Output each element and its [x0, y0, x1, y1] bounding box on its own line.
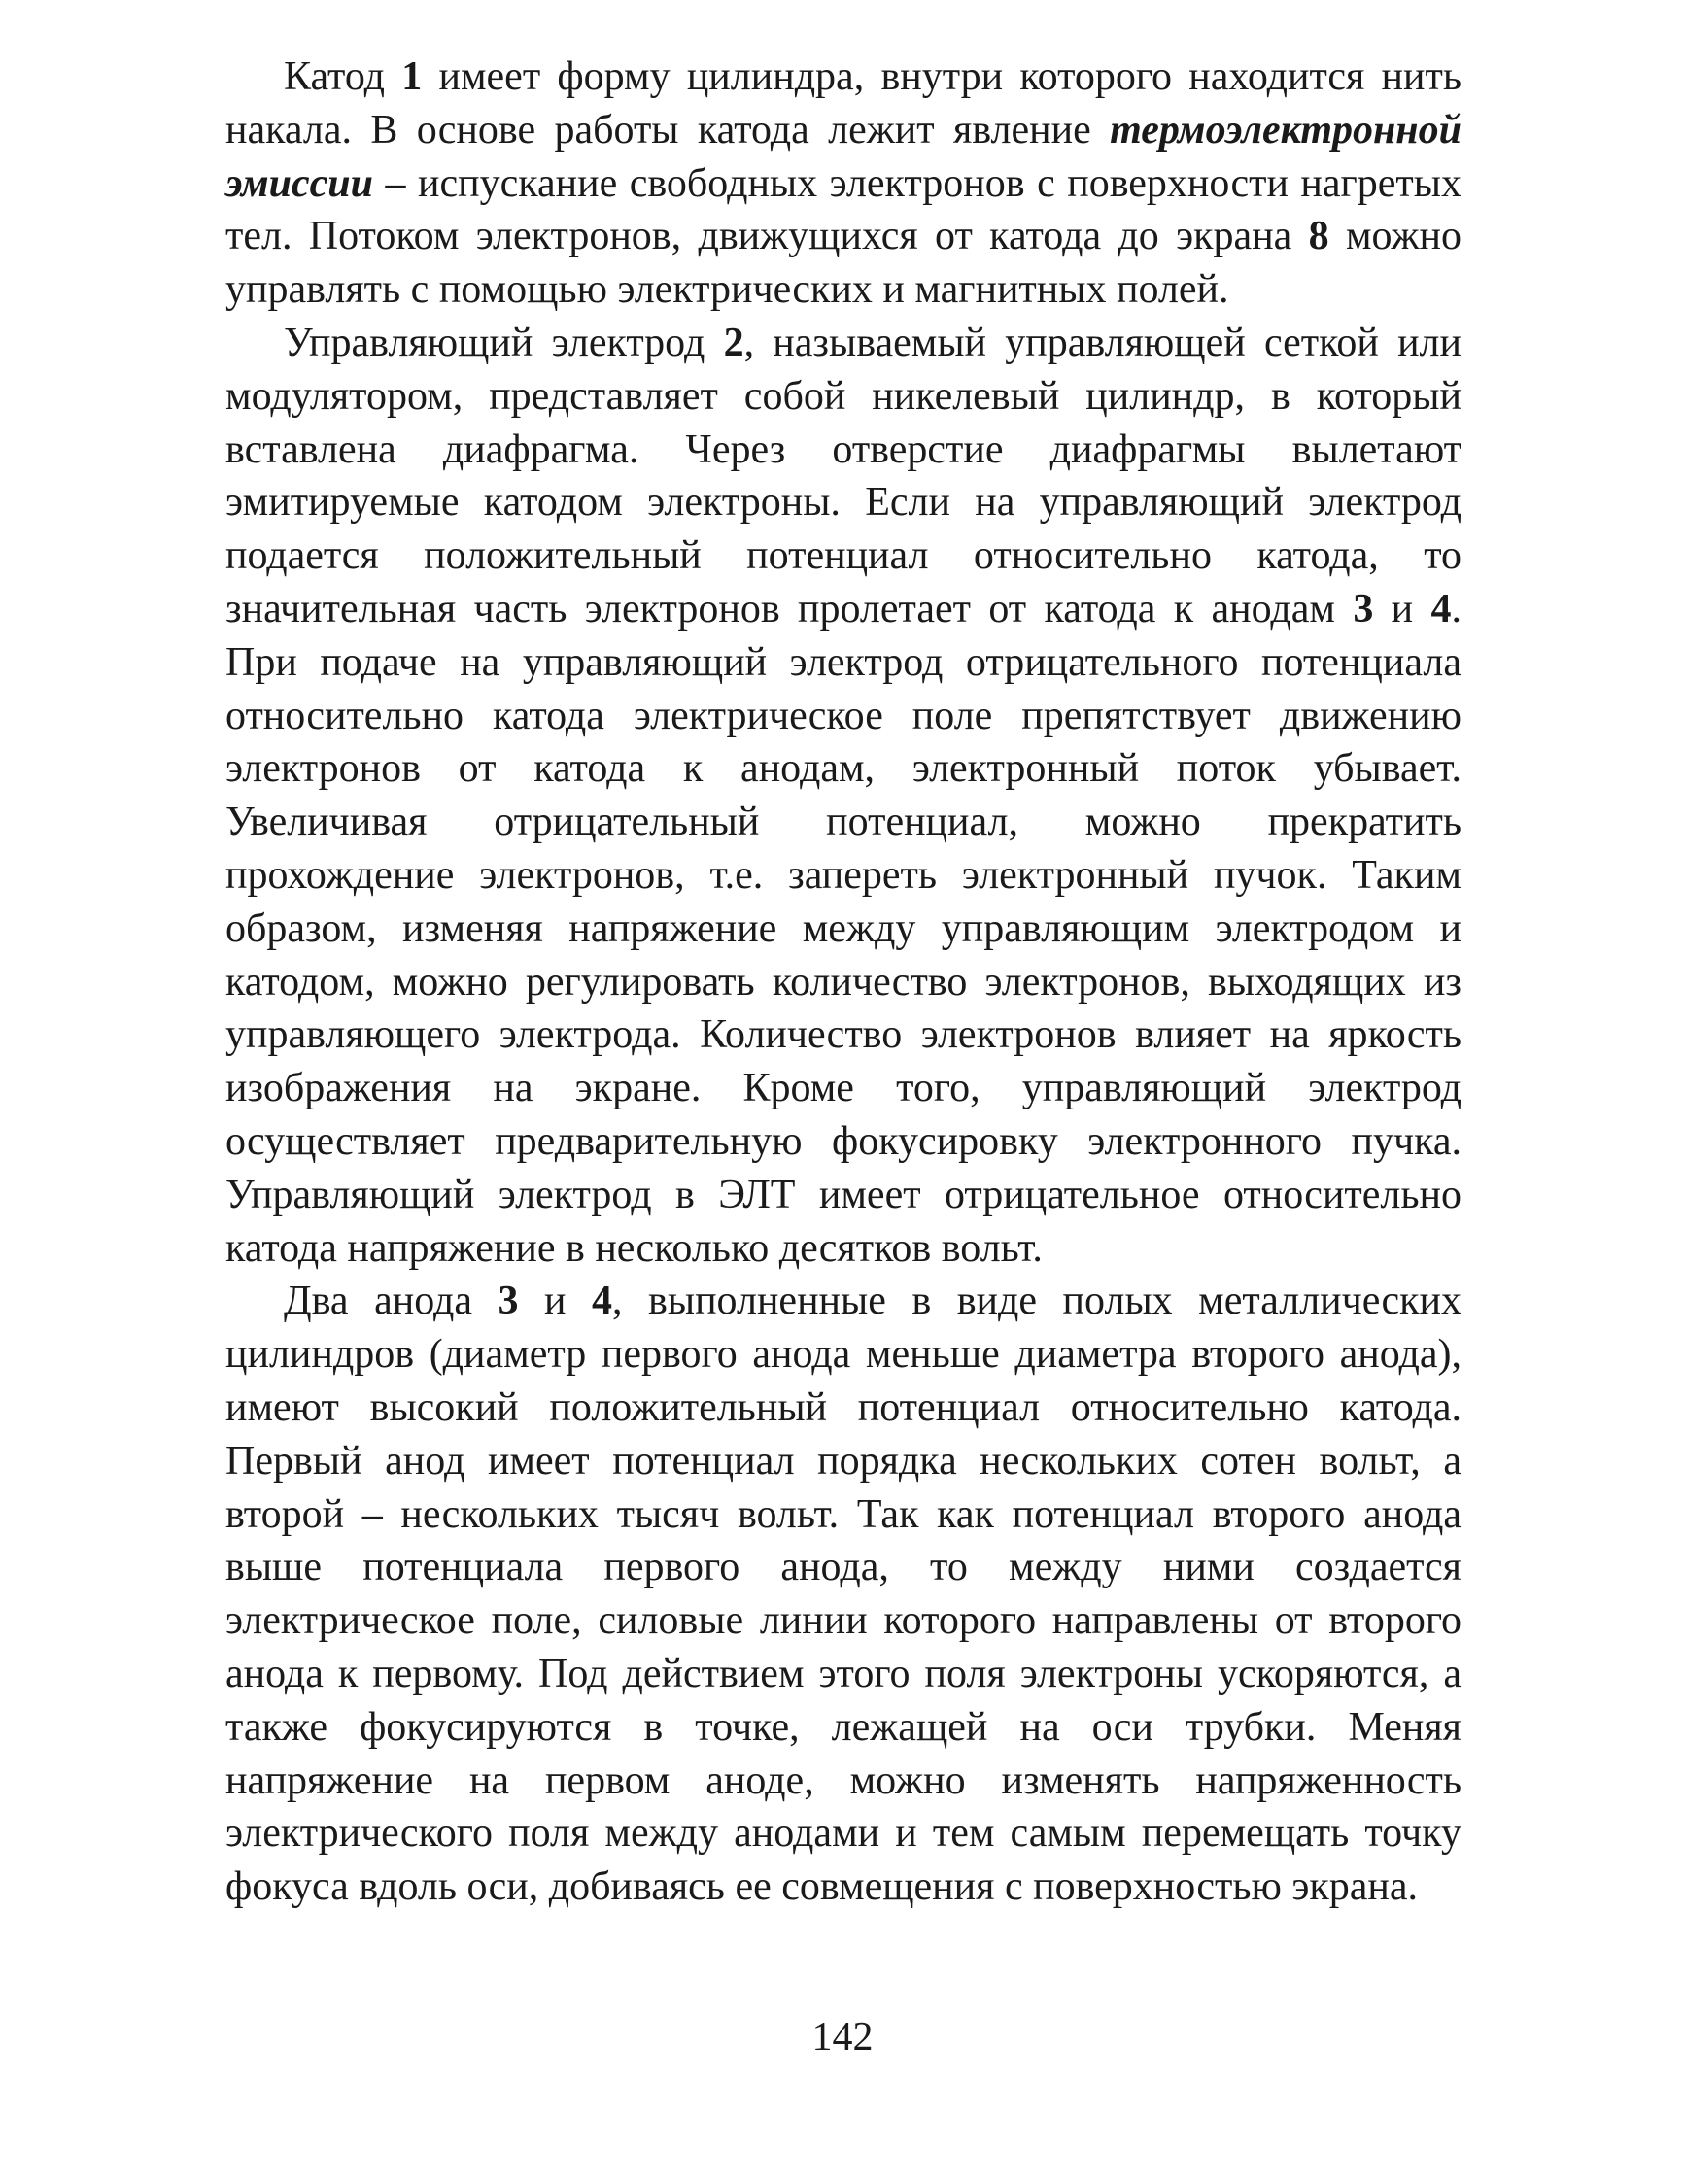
- text-segment: Управляющий электрод: [284, 320, 724, 365]
- text-segment: , выполненные в виде полых металлических цилиндров (диаметр первого анода меньше диаметра второго анода), имеют высокий положительный потенциал относительно катода. Первый анод имеет потенциал порядка нескольких сотен вольт, а второй – нескольких тысяч вольт. Так как потенциал второго анода выше потенциала первого анода, то между ними создается электрическое поле, силовые линии которого направлены от второго анода к первому. Под действием этого поля электроны ускоряются, а также фокусируются в точке, лежащей на оси трубки. Меняя напряжение на первом аноде, можно изменять напряженность электрического поля между анодами и тем самым перемещать точку фокуса вдоль оси, добиваясь ее совмещения с поверхностью экрана.: [225, 1279, 1461, 1910]
- text-segment: и: [1373, 586, 1431, 631]
- label-number-1: 1: [401, 54, 423, 99]
- paragraph-cathode: [225, 51, 1461, 317]
- paragraph-control-electrode: [225, 317, 1461, 1275]
- text-segment: Два анода: [284, 1279, 499, 1324]
- label-number-4: 4: [592, 1279, 613, 1324]
- text-segment: – испускание свободных электронов с поверхности нагретых тел. Потоком электронов, движущихся от катода до экрана: [225, 160, 1461, 259]
- text-segment: Катод: [284, 54, 402, 99]
- label-number-3: 3: [498, 1279, 519, 1324]
- label-number-8: 8: [1308, 214, 1329, 259]
- text-segment: имеет форму цилиндра, внутри которого находится нить накала. В основе работы катода лежит явление: [225, 54, 1461, 153]
- label-number-2: 2: [723, 320, 744, 365]
- page-body: [225, 51, 1461, 1914]
- text-segment: можно управлять с помощью электрических и магнитных полей.: [225, 214, 1461, 313]
- term-thermionic-emission: термоэлектронной эмиссии: [225, 107, 1461, 206]
- page-number: 142: [811, 2015, 874, 2060]
- label-number-4: 4: [1430, 586, 1452, 631]
- text-segment: , называемый управляющей сеткой или модулятором, представляет собой никелевый цилиндр, в который вставлена диафрагма. Через отверстие диафрагмы вылетают эмитируемые катодом электроны. Если на управляющий электрод подается положительный потенциал относительно катода, то значительная часть электронов пролетает от катода к анодам: [225, 320, 1461, 631]
- label-number-3: 3: [1353, 586, 1374, 631]
- text-segment: . При подаче на управляющий электрод отрицательного потенциала относительно катода электрическое поле препятствует движению электронов от катода к анодам, электронный поток убывает. Увеличивая отрицательный потенциал, можно прекратить прохождение электронов, т.е. запереть электронный пучок. Таким образом, изменяя напряжение между управляющим электродом и катодом, можно регулировать количество электронов, выходящих из управляющего электрода. Количество электронов влияет на яркость изображения на экране. Кроме того, управляющий электрод осуществляет предварительную фокусировку электронного пучка. Управляющий электрод в ЭЛТ имеет отрицательное относительно катода напряжение в несколько десятков вольт.: [225, 586, 1461, 1271]
- text-segment: и: [518, 1279, 593, 1324]
- paragraph-anodes: [225, 1275, 1461, 1914]
